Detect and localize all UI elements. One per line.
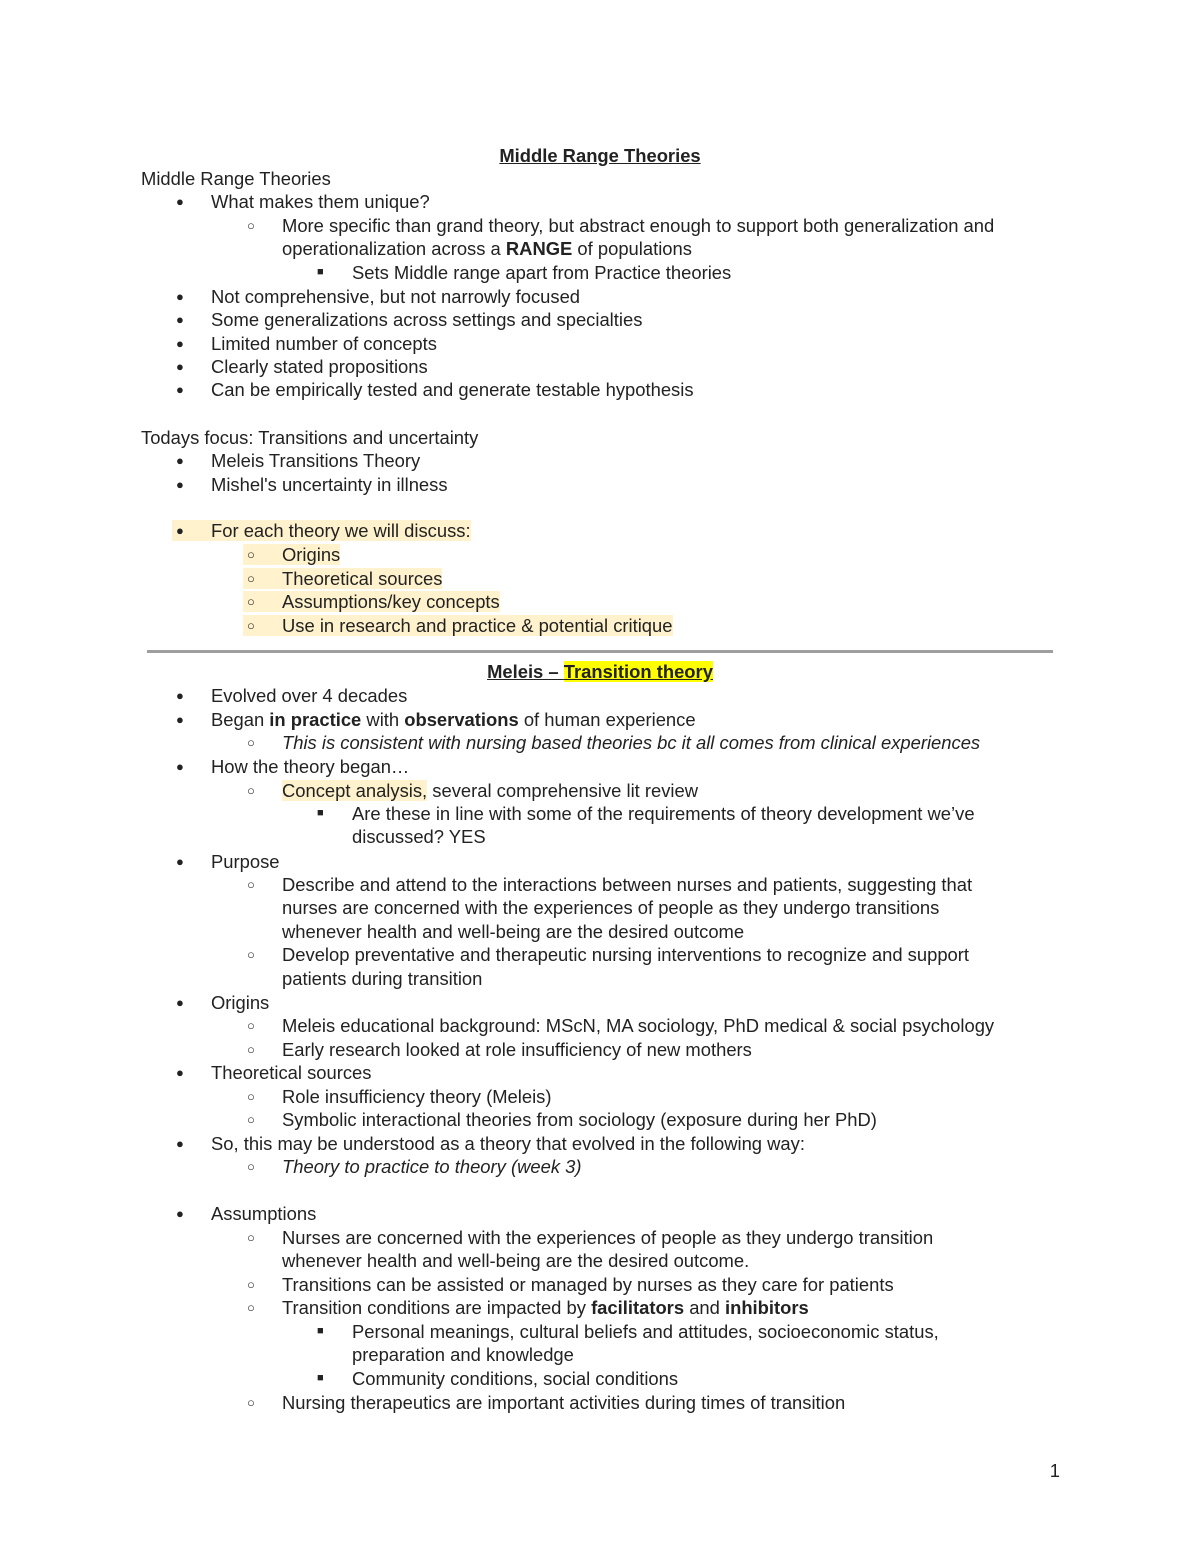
list-item [247,214,995,238]
line-text [141,168,331,189]
list-item [247,614,673,638]
line-text [282,1015,994,1036]
bullet-icon: ● [176,194,184,209]
text-run: Describe and attend to the interactions between nurses and patients, suggesting that [282,874,973,895]
list-item [247,731,981,755]
line-text [172,520,471,541]
hollow-bullet-icon: ○ [247,1018,255,1033]
list-item [352,1343,574,1367]
text-run: Community conditions, social conditions [352,1368,679,1389]
list-item [176,1061,372,1085]
text-run: Theoretical sources [282,568,443,589]
hollow-bullet-icon: ○ [247,1089,255,1104]
list-item [247,590,500,614]
text-run: Personal meanings, cultural beliefs and attitudes, socioeconomic status, [352,1321,939,1342]
list-item [247,1226,934,1250]
bullet-icon: ● [176,1065,184,1080]
list-item [176,449,421,473]
list-item [176,308,643,332]
list-item [176,755,410,779]
line-text [243,591,500,612]
text-run: Nurses are concerned with the experiences of people as they undergo transition [282,1227,934,1248]
text-run: How the theory began… [211,756,410,777]
text-run: Theory to practice to theory (week 3) [282,1156,582,1177]
text-run: inhibitors [724,1297,809,1318]
text-run: Evolved over 4 decades [211,685,408,706]
text-run: patients during transition [282,968,483,989]
line-text [211,756,409,777]
bullet-icon: ● [176,523,184,538]
list-item [247,1014,995,1038]
hollow-bullet-icon: ○ [247,594,255,609]
line-text [282,1109,877,1130]
line-text [352,1368,678,1389]
text-run: Origins [282,544,341,565]
line-text [282,1086,552,1107]
line-text [352,803,975,824]
hollow-bullet-icon: ○ [247,1042,255,1057]
list-item [317,1367,679,1391]
line-text [282,1274,894,1295]
line-text [282,1250,749,1271]
line-text [211,309,642,330]
list-item [176,355,428,379]
list-item [247,1273,894,1297]
list-item [176,850,280,874]
text-run: Use in research and practice & potential critique [282,615,673,636]
line-text [282,897,939,918]
square-bullet-icon: ■ [317,1372,324,1384]
list-item [282,896,939,920]
list-item [282,967,482,991]
line-text [282,732,980,753]
text-run: Began [211,709,270,730]
list-item [317,261,732,285]
text-run: Concept analysis, [282,780,428,801]
hollow-bullet-icon: ○ [247,547,255,562]
list-item [176,708,696,732]
text-run: facilitators [591,1297,685,1318]
text-run: So, this may be understood as a theory that evolved in the following way: [211,1133,805,1154]
list-item [352,825,486,849]
list-item [247,1085,552,1109]
line-text [211,1133,805,1154]
text-run: Todays focus: Transitions and uncertainty [141,427,479,448]
line-text [211,851,280,872]
line-text [352,826,486,847]
line-text [282,1227,933,1248]
line-text [141,427,478,448]
text-run: Can be empirically tested and generate testable hypothesis [211,379,694,400]
text-run: Middle Range Theories [141,168,331,189]
line-text [282,944,969,965]
line-text [282,1392,845,1413]
hollow-bullet-icon: ○ [247,1159,255,1174]
bullet-icon: ● [176,995,184,1010]
line-text [243,544,340,565]
text-run: with [361,709,405,730]
line-text [352,1344,574,1365]
list-item [176,285,581,309]
line-text [211,356,428,377]
text-run: observations [404,709,519,730]
line-text [282,921,744,942]
line-text [211,191,430,212]
text-run: Transitions can be assisted or managed by nurses as they care for patients [282,1274,894,1295]
list-item [247,873,973,897]
line-text [282,874,972,895]
text-run: Limited number of concepts [211,333,437,354]
text-run: Are these in line with some of the requirements of theory development we’ve [352,803,975,824]
bullet-icon: ● [176,854,184,869]
line-text [282,1156,582,1177]
list-item [247,943,970,967]
text-run: and [684,1297,725,1318]
line-text [211,450,420,471]
line-text [211,286,580,307]
text-run: whenever health and well-being are the desired outcome. [282,1250,750,1271]
text-run: of human experience [518,709,696,730]
line-text [211,685,407,706]
text-run: Role insufficiency theory (Meleis) [282,1086,552,1107]
list-item [247,567,443,591]
text-run: Some generalizations across settings and specialties [211,309,643,330]
hollow-bullet-icon: ○ [247,947,255,962]
square-bullet-icon: ■ [317,807,324,819]
hollow-bullet-icon: ○ [247,783,255,798]
bullet-icon: ● [176,336,184,351]
text-run: of populations [572,238,692,259]
text-run: What makes them unique? [211,191,430,212]
text-run: Not comprehensive, but not narrowly focused [211,286,581,307]
list-item [282,1249,749,1273]
line-text [282,780,698,801]
line-text [211,992,269,1013]
line-text [282,1039,752,1060]
bullet-icon: ● [176,477,184,492]
list-item [176,1132,805,1156]
line-text [499,145,700,166]
line-text [211,709,696,730]
text-run: Sets Middle range apart from Practice theories [352,262,732,283]
list-item [176,473,448,497]
line-text [211,333,437,354]
list-item [247,1296,809,1320]
list-item [247,543,341,567]
list-item [176,991,270,1015]
list-item [176,378,694,402]
bullet-icon: ● [176,688,184,703]
bullet-icon: ● [176,759,184,774]
text-run: RANGE [505,238,573,259]
list-item [176,190,430,214]
text-run: Mishel's uncertainty in illness [211,474,448,495]
page-number: 1 [1049,1460,1060,1481]
text-run: Origins [211,992,270,1013]
text-run: Assumptions/key concepts [282,591,500,612]
text-run: For each theory we will discuss: [211,520,471,541]
text-run: Theoretical sources [211,1062,372,1083]
bullet-icon: ● [176,289,184,304]
hollow-bullet-icon: ○ [247,877,255,892]
text-run: several comprehensive lit review [427,780,699,801]
text-run: nurses are concerned with the experiences of people as they undergo transitions [282,897,940,918]
list-item [176,1202,317,1226]
line-text [282,238,692,259]
text-run: Meleis educational background: MScN, MA sociology, PhD medical & social psychology [282,1015,995,1036]
text-run: Early research looked at role insufficiency of new mothers [282,1039,752,1060]
line-text [282,215,994,236]
text-run: Meleis – [487,661,564,682]
list-item [282,920,744,944]
list-item [247,1155,582,1179]
bullet-icon: ● [176,382,184,397]
text-run: Clearly stated propositions [211,356,428,377]
line-text [211,379,694,400]
line-text [243,568,442,589]
list-item [317,802,975,826]
text-run: operationalization across a [282,238,506,259]
section-title [0,660,1200,684]
hollow-bullet-icon: ○ [247,218,255,233]
text-run: More specific than grand theory, but abstract enough to support both generalization and [282,215,995,236]
line-text [282,1297,809,1318]
text-run: discussed? YES [352,826,486,847]
bullet-icon: ● [176,359,184,374]
text-run: Nursing therapeutics are important activities during times of transition [282,1392,846,1413]
text-run: Meleis Transitions Theory [211,450,421,471]
section-title [0,144,1200,168]
text-run: This is consistent with nursing based theories bc it all comes from clinical experiences [282,732,981,753]
text-run: in practice [269,709,362,730]
bullet-icon: ● [176,712,184,727]
list-item [176,684,408,708]
list-item [247,1038,752,1062]
list-item [247,1108,877,1132]
hollow-bullet-icon: ○ [247,1277,255,1292]
text-run: Middle Range Theories [499,145,701,166]
list-item [247,779,699,803]
hollow-bullet-icon: ○ [247,1395,255,1410]
hollow-bullet-icon: ○ [247,1300,255,1315]
text-run: Purpose [211,851,280,872]
line-text [243,615,673,636]
hollow-bullet-icon: ○ [247,735,255,750]
bullet-icon: ● [176,1136,184,1151]
line-text [282,968,482,989]
text-run: Assumptions [211,1203,317,1224]
text-run: Develop preventative and therapeutic nursing interventions to recognize and support [282,944,970,965]
hollow-bullet-icon: ○ [247,1230,255,1245]
text-run: Transition theory [563,661,713,682]
line-text [487,661,713,682]
text-run: Transition conditions are impacted by [282,1297,592,1318]
paragraph-line [141,167,331,191]
paragraph-line [141,426,478,450]
section-divider [147,650,1053,653]
text-run: Symbolic interactional theories from sociology (exposure during her PhD) [282,1109,877,1130]
hollow-bullet-icon: ○ [247,618,255,633]
bullet-icon: ● [176,1206,184,1221]
hollow-bullet-icon: ○ [247,1112,255,1127]
list-item [317,1320,939,1344]
bullet-icon: ● [176,453,184,468]
list-item [176,519,471,543]
list-item [176,332,437,356]
text-run: whenever health and well-being are the desired outcome [282,921,745,942]
list-item [282,237,692,261]
hollow-bullet-icon: ○ [247,571,255,586]
line-text [352,1321,939,1342]
bullet-icon: ● [176,312,184,327]
line-text [211,1203,316,1224]
square-bullet-icon: ■ [317,266,324,278]
line-text [211,1062,371,1083]
line-text [352,262,731,283]
list-item [247,1391,846,1415]
square-bullet-icon: ■ [317,1325,324,1337]
line-text [211,474,448,495]
text-run: preparation and knowledge [352,1344,574,1365]
